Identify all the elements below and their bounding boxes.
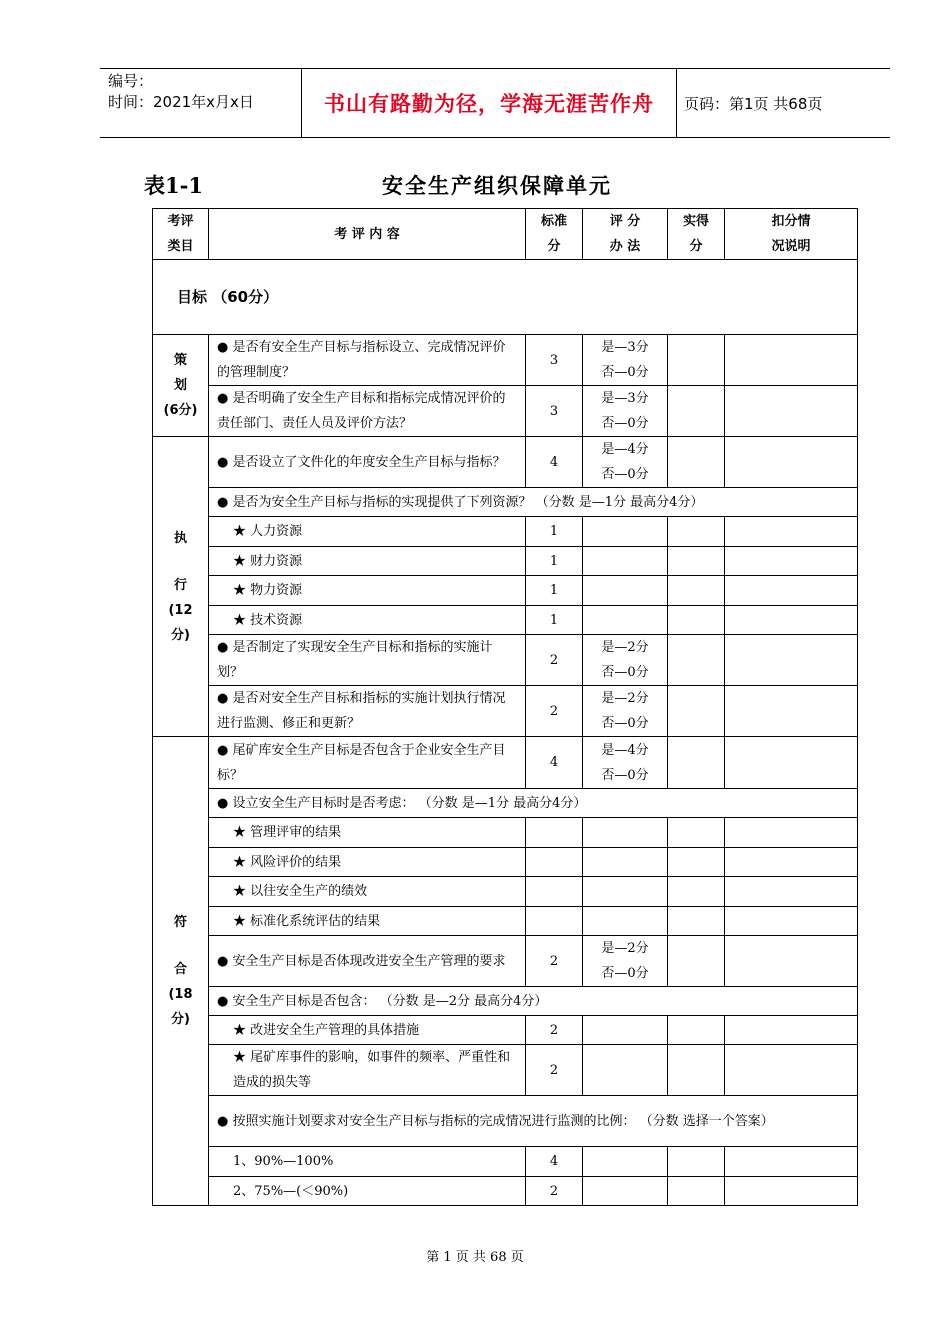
actual-cell	[668, 547, 725, 576]
table-row	[153, 1147, 858, 1177]
table-row	[153, 488, 858, 517]
row-text: ★ 尾矿库事件的影响，如事件的频率、严重性和造成的损失等	[209, 1045, 526, 1096]
deduction-cell	[725, 1016, 858, 1045]
deduction-cell	[725, 606, 858, 635]
table-row	[153, 737, 858, 789]
row-score: 2	[526, 1177, 583, 1206]
row-score: 1	[526, 547, 583, 576]
deduction-cell	[725, 576, 858, 606]
row-score: 1	[526, 606, 583, 635]
actual-cell	[668, 437, 725, 488]
row-score: 1	[526, 576, 583, 606]
row-text: ● 是否设立了文件化的年度安全生产目标与指标？	[209, 437, 526, 488]
actual-cell	[668, 848, 725, 877]
method-cell	[583, 1045, 668, 1096]
deduction-cell	[725, 1177, 858, 1206]
actual-cell	[668, 335, 725, 386]
col-content: 考 评 内 容	[209, 209, 526, 260]
row-score: 3	[526, 386, 583, 437]
actual-cell	[668, 1177, 725, 1206]
row-score: 2	[526, 1045, 583, 1096]
row-text: ● 是否为安全生产目标与指标的实现提供了下列资源？ （分数 是—1分 最高分4分）	[209, 488, 858, 517]
table-row	[153, 877, 858, 907]
table-title: 安全生产组织保障单元	[382, 173, 612, 198]
deduction-cell	[725, 936, 858, 987]
row-text: ★ 技术资源	[209, 606, 526, 635]
row-text: ★ 管理评审的结果	[209, 818, 526, 848]
table-row	[153, 606, 858, 635]
method-cell	[583, 517, 668, 547]
row-text: 1、90%—100%	[209, 1147, 526, 1177]
deduction-cell	[725, 547, 858, 576]
row-score: 1	[526, 517, 583, 547]
method-cell	[583, 1016, 668, 1045]
actual-cell	[668, 907, 725, 936]
actual-cell	[668, 1147, 725, 1177]
header-slogan: 书山有路勤为径，学海无涯苦作舟	[301, 69, 677, 137]
deduction-cell	[725, 335, 858, 386]
col-actual: 实得 分	[668, 209, 725, 260]
table-row	[153, 517, 858, 547]
table-row	[153, 987, 858, 1016]
table-row	[153, 789, 858, 818]
goal-row	[153, 260, 858, 335]
category-conform: 符 合 (18分)	[153, 737, 209, 1206]
row-text: ● 是否制定了实现安全生产目标和指标的实施计划？	[209, 635, 526, 686]
row-score: 4	[526, 737, 583, 789]
method-cell	[583, 576, 668, 606]
row-score: 2	[526, 936, 583, 987]
table-row	[153, 1016, 858, 1045]
actual-cell	[668, 635, 725, 686]
col-standard: 标准 分	[526, 209, 583, 260]
row-text: ● 设立安全生产目标时是否考虑： （分数 是—1分 最高分4分）	[209, 789, 858, 818]
score-cell	[526, 818, 583, 848]
number-label: 编号：	[108, 72, 154, 90]
table-row	[153, 907, 858, 936]
deduction-cell	[725, 635, 858, 686]
goal-heading: 目标 （60分）	[153, 260, 858, 335]
row-method: 是—3分 否—0分	[583, 386, 668, 437]
row-method: 是—2分 否—0分	[583, 936, 668, 987]
row-method: 是—4分 否—0分	[583, 737, 668, 789]
row-score: 4	[526, 437, 583, 488]
row-text: ★ 人力资源	[209, 517, 526, 547]
table-row	[153, 848, 858, 877]
deduction-cell	[725, 1045, 858, 1096]
row-score: 2	[526, 686, 583, 737]
table-row	[153, 576, 858, 606]
row-score: 3	[526, 335, 583, 386]
score-cell	[526, 907, 583, 936]
table-row	[153, 1177, 858, 1206]
row-text: ● 安全生产目标是否包含： （分数 是—2分 最高分4分）	[209, 987, 858, 1016]
actual-cell	[668, 877, 725, 907]
document-header	[100, 68, 890, 138]
row-text: 2、75%—(＜90%)	[209, 1177, 526, 1206]
method-cell	[583, 877, 668, 907]
deduction-cell	[725, 1147, 858, 1177]
table-row	[153, 335, 858, 386]
header-row	[153, 209, 858, 260]
score-cell	[526, 877, 583, 907]
row-text: ● 按照实施计划要求对安全生产目标与指标的完成情况进行监测的比例： （分数 选择一个答案）	[209, 1096, 858, 1147]
table-row	[153, 818, 858, 848]
page-footer: 第 1 页 共 68 页	[426, 1250, 524, 1265]
method-cell	[583, 907, 668, 936]
deduction-cell	[725, 437, 858, 488]
row-text: ★ 标准化系统评估的结果	[209, 907, 526, 936]
row-method: 是—2分 否—0分	[583, 686, 668, 737]
table-row	[153, 547, 858, 576]
table-row	[153, 686, 858, 737]
method-cell	[583, 818, 668, 848]
assessment-table	[152, 208, 858, 1206]
actual-cell	[668, 1016, 725, 1045]
deduction-cell	[725, 877, 858, 907]
row-text: ● 是否对安全生产目标和指标的实施计划执行情况进行监测、修正和更新？	[209, 686, 526, 737]
row-method: 是—2分 否—0分	[583, 635, 668, 686]
row-text: ● 是否明确了安全生产目标和指标完成情况评价的责任部门、责任人员及评价方法？	[209, 386, 526, 437]
score-cell	[526, 848, 583, 877]
actual-cell	[668, 606, 725, 635]
table-row	[153, 936, 858, 987]
row-score: 2	[526, 635, 583, 686]
row-text: ● 安全生产目标是否体现改进安全生产管理的要求	[209, 936, 526, 987]
deduction-cell	[725, 848, 858, 877]
actual-cell	[668, 818, 725, 848]
deduction-cell	[725, 737, 858, 789]
table-row	[153, 1096, 858, 1147]
row-method: 是—4分 否—0分	[583, 437, 668, 488]
time-label: 时间：2021年x月x日	[108, 93, 254, 111]
row-score: 2	[526, 1016, 583, 1045]
method-cell	[583, 848, 668, 877]
row-score: 4	[526, 1147, 583, 1177]
header-meta	[108, 71, 300, 135]
row-method: 是—3分 否—0分	[583, 335, 668, 386]
actual-cell	[668, 517, 725, 547]
col-category: 考评 类目	[153, 209, 209, 260]
category-plan: 策 划 (6分)	[153, 335, 209, 437]
method-cell	[583, 1147, 668, 1177]
col-method: 评 分 办 法	[583, 209, 668, 260]
row-text: ★ 改进安全生产管理的具体措施	[209, 1016, 526, 1045]
deduction-cell	[725, 907, 858, 936]
actual-cell	[668, 1045, 725, 1096]
table-row	[153, 437, 858, 488]
deduction-cell	[725, 517, 858, 547]
row-text: ● 尾矿库安全生产目标是否包含于企业安全生产目标？	[209, 737, 526, 789]
actual-cell	[668, 576, 725, 606]
row-text: ★ 物力资源	[209, 576, 526, 606]
row-text: ★ 以往安全生产的绩效	[209, 877, 526, 907]
method-cell	[583, 547, 668, 576]
row-text: ★ 财力资源	[209, 547, 526, 576]
table-label: 表1-1	[144, 173, 203, 198]
row-text: ★ 风险评价的结果	[209, 848, 526, 877]
deduction-cell	[725, 386, 858, 437]
actual-cell	[668, 686, 725, 737]
table-row	[153, 1045, 858, 1096]
method-cell	[583, 606, 668, 635]
header-page-info: 页码：第1页 共68页	[684, 94, 823, 113]
category-exec: 执 行 (12分)	[153, 437, 209, 737]
row-text: ● 是否有安全生产目标与指标设立、完成情况评价的管理制度？	[209, 335, 526, 386]
table-row	[153, 386, 858, 437]
deduction-cell	[725, 686, 858, 737]
col-deduction: 扣分情 况说明	[725, 209, 858, 260]
actual-cell	[668, 386, 725, 437]
method-cell	[583, 1177, 668, 1206]
actual-cell	[668, 936, 725, 987]
actual-cell	[668, 737, 725, 789]
table-row	[153, 635, 858, 686]
deduction-cell	[725, 818, 858, 848]
